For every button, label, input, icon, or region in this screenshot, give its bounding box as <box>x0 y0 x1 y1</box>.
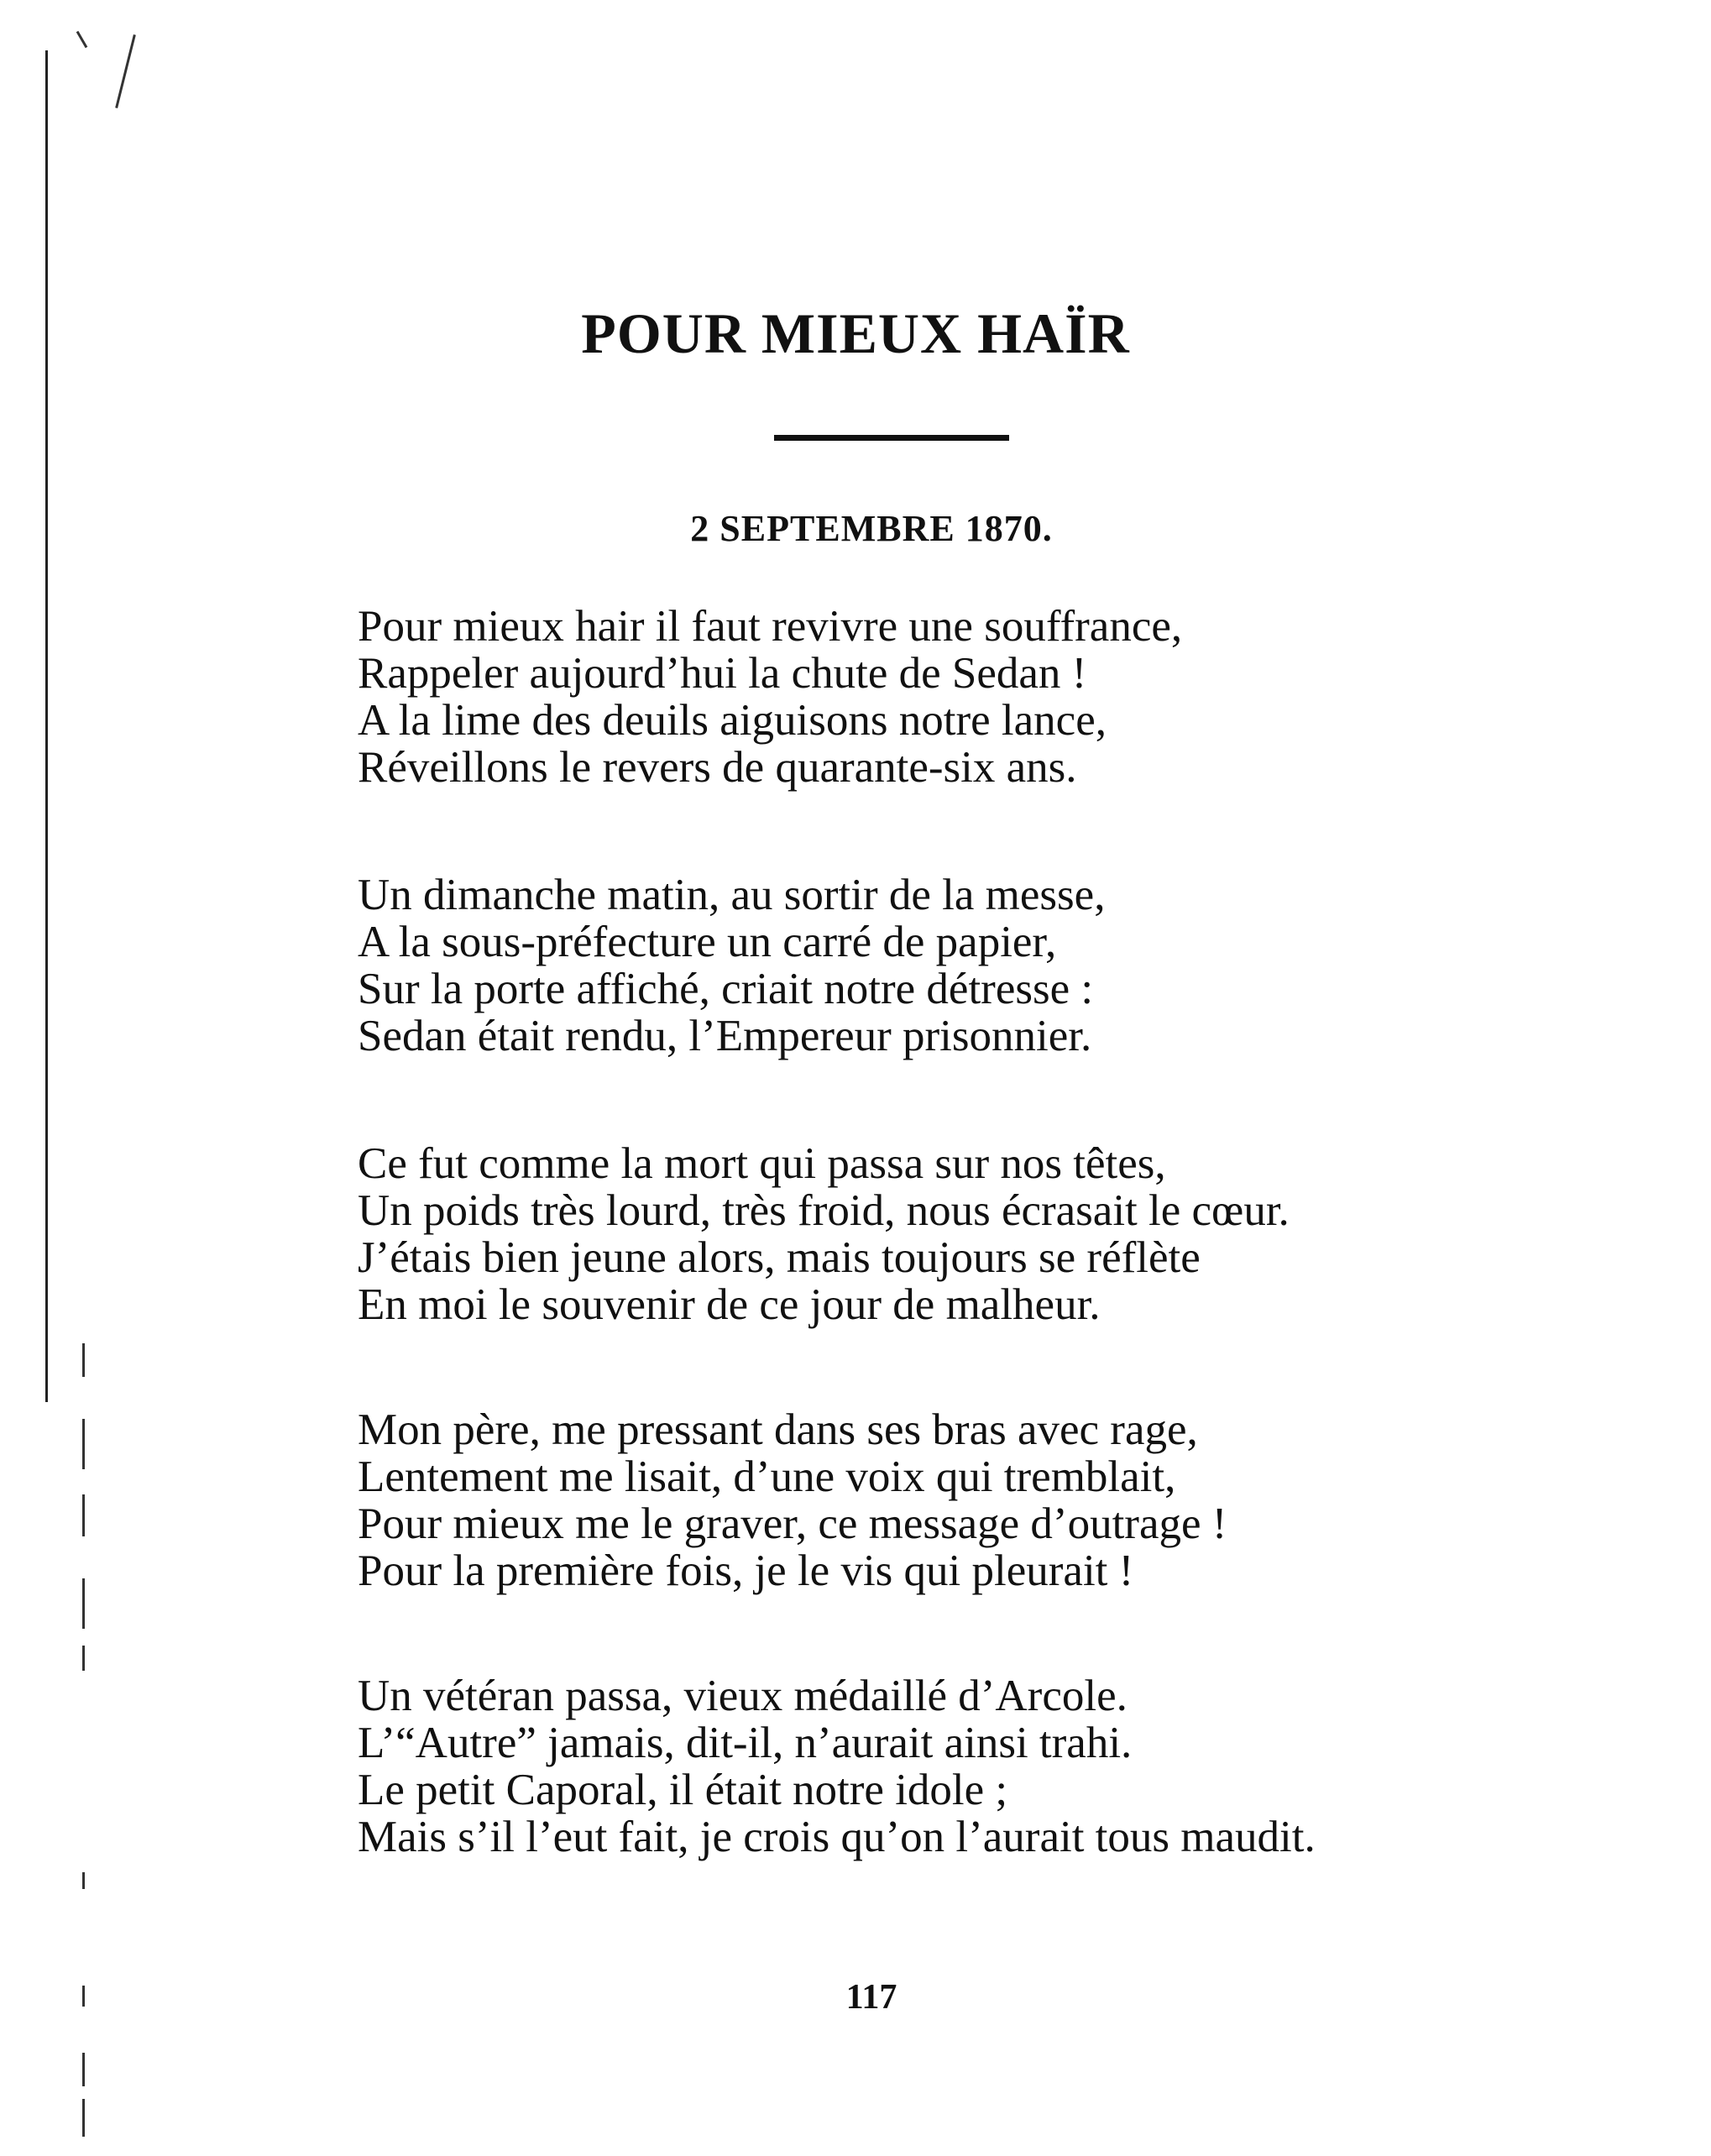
verse-line: Réveillons le revers de quarante-six ans. <box>358 743 1077 792</box>
scan-margin-mark <box>82 1419 85 1469</box>
verse-line: Mais s’il l’eut fait, je crois qu’on l’aurait tous maudit. <box>358 1813 1316 1861</box>
scan-corner-mark <box>76 31 88 49</box>
scan-corner-mark <box>115 34 136 108</box>
verse-line: Un dimanche matin, au sortir de la messe, <box>358 871 1106 919</box>
stanza <box>358 1140 1516 1328</box>
stanza <box>358 1406 1516 1594</box>
verse-line: Un vétéran passa, vieux médaillé d’Arcole. <box>358 1672 1128 1720</box>
verse-line: Mon père, me pressant dans ses bras avec rage, <box>358 1405 1198 1454</box>
verse-line: Pour mieux hair il faut revivre une souffrance, <box>358 602 1183 651</box>
scan-margin-mark <box>82 1578 85 1629</box>
verse-line: Sedan était rendu, l’Empereur prisonnier. <box>358 1012 1092 1060</box>
verse-line: Lentement me lisait, d’une voix qui tremblait, <box>358 1452 1176 1501</box>
verse-line: Rappeler aujourd’hui la chute de Sedan ! <box>358 649 1087 698</box>
verse-line: Sur la porte affiché, criait notre détresse : <box>358 965 1094 1013</box>
stanza <box>358 1672 1516 1860</box>
title-rule <box>774 435 1009 441</box>
page-number: 117 <box>845 1978 897 2017</box>
scan-margin-mark <box>82 1872 85 1889</box>
scan-margin-mark <box>82 1343 85 1377</box>
verse-line: Le petit Caporal, il était notre idole ; <box>358 1766 1008 1814</box>
scan-margin-mark <box>82 2099 85 2137</box>
scan-margin-mark <box>82 1494 85 1536</box>
poem-title: POUR MIEUX HAÏR <box>581 301 1130 365</box>
scan-margin-mark <box>82 2053 85 2086</box>
verse-line: En moi le souvenir de ce jour de malheur. <box>358 1280 1101 1329</box>
scan-margin-mark <box>82 1646 85 1671</box>
verse-line: Pour la première fois, je le vis qui pleurait ! <box>358 1546 1134 1595</box>
stanza <box>358 603 1516 791</box>
verse-line: Pour mieux me le graver, ce message d’outrage ! <box>358 1499 1227 1548</box>
verse-line: L’“Autre” jamais, dit-il, n’aurait ainsi trahi. <box>358 1719 1133 1767</box>
poem-date: 2 SEPTEMBRE 1870. <box>690 508 1053 549</box>
verse-line: Un poids très lourd, très froid, nous écrasait le cœur. <box>358 1186 1290 1235</box>
scan-margin-line <box>45 50 48 1402</box>
verse-line: Ce fut comme la mort qui passa sur nos têtes, <box>358 1139 1166 1188</box>
verse-line: A la sous-préfecture un carré de papier, <box>358 918 1057 966</box>
stanza <box>358 871 1516 1060</box>
verse-line: A la lime des deuils aiguisons notre lance, <box>358 696 1107 745</box>
verse-line: J’étais bien jeune alors, mais toujours se réflète <box>358 1233 1201 1282</box>
